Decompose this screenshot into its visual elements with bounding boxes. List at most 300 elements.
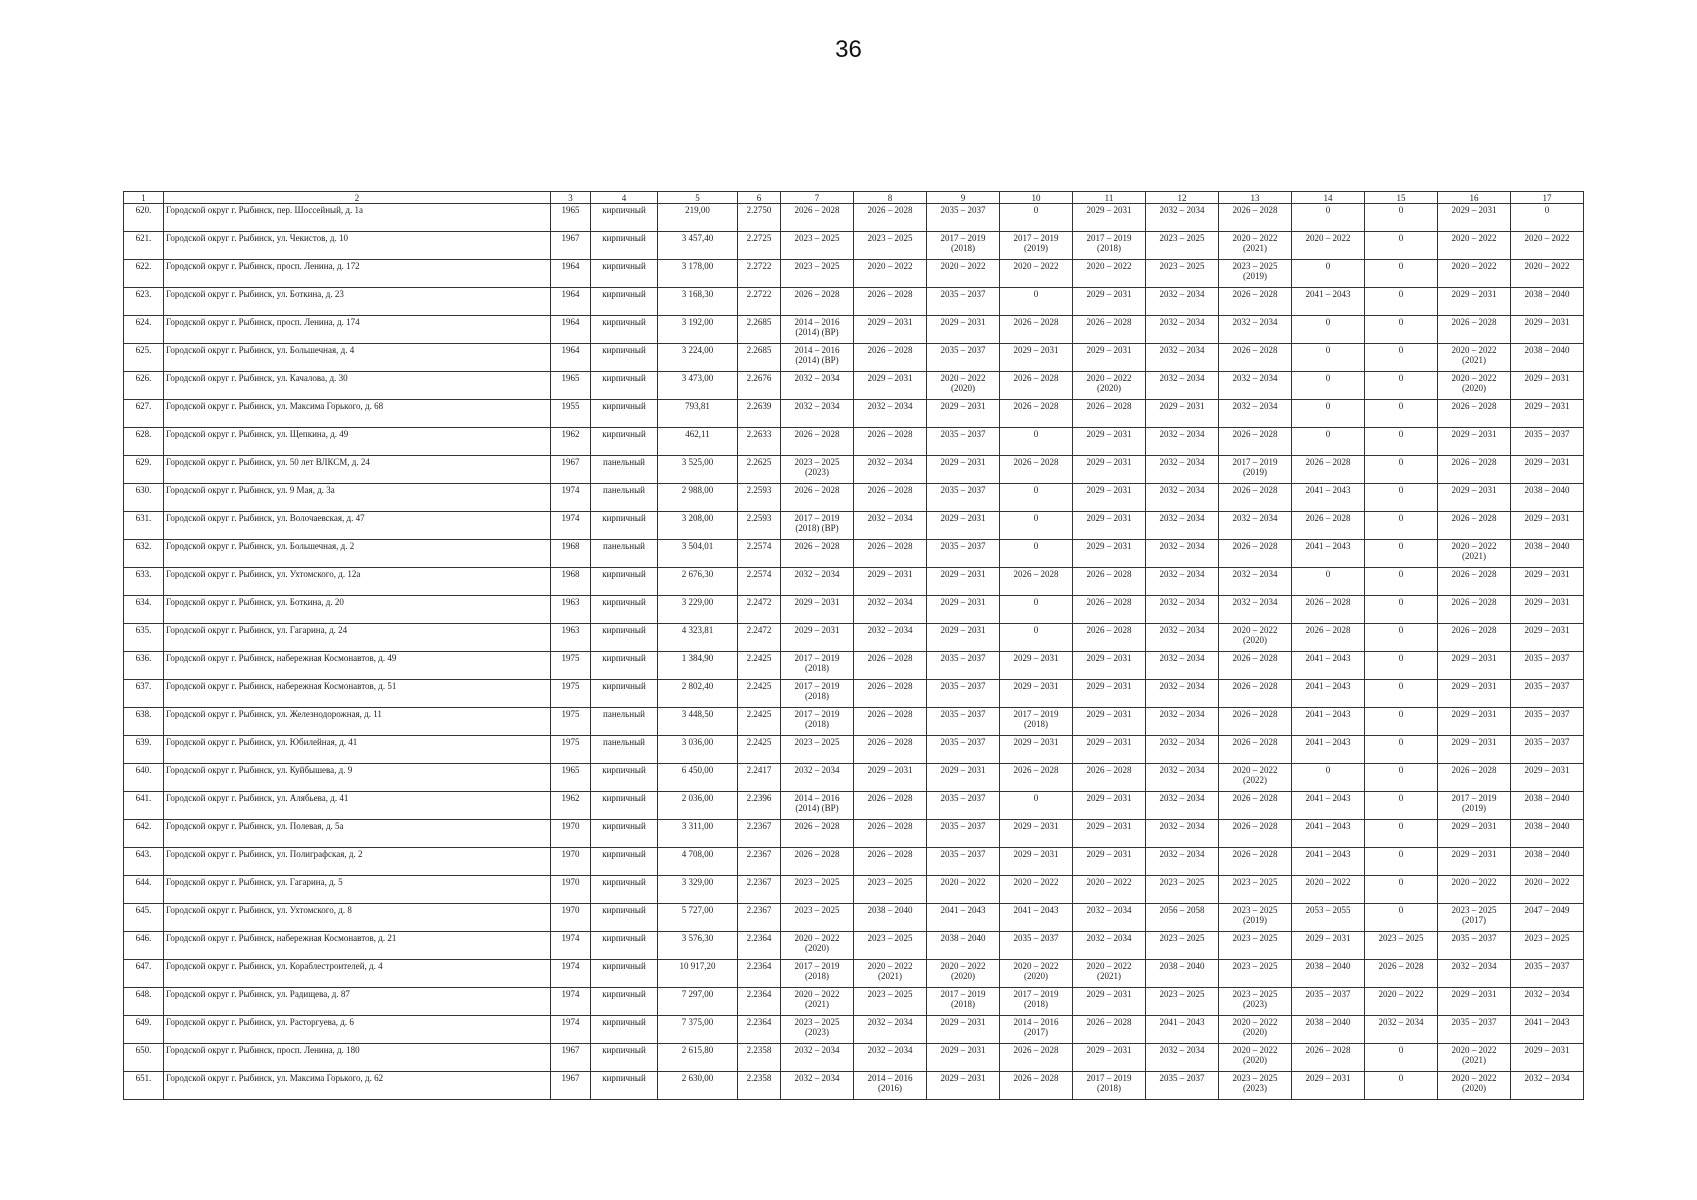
column-number-row [124,192,1584,204]
cell-c12 [1146,428,1219,456]
cell-material [591,680,658,708]
cell-subvalue: (2020) [951,971,975,981]
cell-c10 [1000,820,1073,848]
cell-value: 2041 – 2043 [1159,1017,1205,1027]
cell-value: панельный [603,485,645,495]
cell-value: Городской округ г. Рыбинск, ул. 50 лет ВЛКСМ, д. 24 [166,457,370,467]
cell-no [124,568,164,596]
cell-c13 [1219,372,1292,400]
cell-address [164,736,551,764]
cell-value: 2026 – 2028 [1378,961,1424,971]
cell-c11 [1073,876,1146,904]
cell-c14 [1292,820,1365,848]
cell-c17 [1511,792,1584,820]
cell-area [658,820,738,848]
column-header: 6 [738,192,781,204]
cell-value: 2020 – 2022 [1451,261,1497,271]
cell-c13 [1219,400,1292,428]
cell-value: 3 192,00 [681,317,714,327]
cell-value: кирпичный [602,681,646,691]
cell-no [124,260,164,288]
cell-value: 2.2574 [746,541,772,551]
cell-value: 4 708,00 [681,849,714,859]
cell-c16 [1438,932,1511,960]
cell-value: 2017 – 2019 [1451,793,1497,803]
cell-no [124,764,164,792]
cell-value: 0 [1398,877,1404,887]
cell-c9 [927,1072,1000,1100]
cell-value: 1974 [561,513,580,523]
cell-c12 [1146,512,1219,540]
cell-c15 [1365,260,1438,288]
cell-c7 [781,344,854,372]
cell-c10 [1000,652,1073,680]
cell-c11 [1073,988,1146,1016]
table-row [124,400,1584,428]
cell-subvalue: (2018) [805,971,829,981]
cell-c17 [1511,708,1584,736]
cell-value: 2026 – 2028 [1232,653,1278,663]
cell-c14 [1292,568,1365,596]
table-row [124,568,1584,596]
cell-c15 [1365,344,1438,372]
cell-c17 [1511,1016,1584,1044]
cell-value: Городской округ г. Рыбинск, ул. Куйбышева, д. 9 [166,765,353,775]
cell-value: 2023 – 2025 [1378,933,1424,943]
cell-value: 2.2725 [746,233,772,243]
cell-value: 2032 – 2034 [1159,625,1205,635]
cell-subvalue: (2018) [805,719,829,729]
cell-c10 [1000,400,1073,428]
cell-value: 2029 – 2031 [867,373,913,383]
cell-subvalue: (2020) [1097,383,1121,393]
cell-subvalue: (2017) [1462,915,1486,925]
cell-c16 [1438,680,1511,708]
cell-value: 2 615,80 [681,1045,714,1055]
cell-value: 647. [135,961,152,971]
cell-value: 2032 – 2034 [867,625,913,635]
cell-year [551,932,591,960]
cell-value: 2029 – 2031 [1086,681,1132,691]
cell-area [658,596,738,624]
cell-c13 [1219,344,1292,372]
cell-material [591,344,658,372]
cell-value: 2020 – 2022 [940,373,986,383]
cell-c9 [927,316,1000,344]
cell-c13 [1219,876,1292,904]
cell-area [658,1016,738,1044]
cell-c7 [781,400,854,428]
cell-c16 [1438,904,1511,932]
cell-c17 [1511,456,1584,484]
cell-value: 2032 – 2034 [794,1073,840,1083]
cell-value: 2032 – 2034 [867,513,913,523]
cell-c9 [927,596,1000,624]
cell-value: 2029 – 2031 [1524,625,1570,635]
cell-value: 2.2593 [746,485,772,495]
cell-c8 [854,260,927,288]
cell-c7 [781,316,854,344]
cell-c16 [1438,1044,1511,1072]
cell-material [591,512,658,540]
cell-value: 2020 – 2022 [867,961,913,971]
cell-c13 [1219,512,1292,540]
cell-value: 2026 – 2028 [794,289,840,299]
cell-value: 2.2639 [746,401,772,411]
cell-value: 2026 – 2028 [1086,597,1132,607]
cell-c16 [1438,708,1511,736]
cell-c8 [854,624,927,652]
cell-coef [738,204,781,232]
cell-value: 2020 – 2022 [1451,877,1497,887]
cell-value: 2026 – 2028 [1232,709,1278,719]
cell-c13 [1219,288,1292,316]
cell-address [164,792,551,820]
cell-value: 2023 – 2025 [794,261,840,271]
cell-value: 1968 [561,569,580,579]
cell-subvalue: (2020) [1462,383,1486,393]
cell-c9 [927,540,1000,568]
cell-c15 [1365,848,1438,876]
cell-value: 628. [135,429,152,439]
cell-c16 [1438,372,1511,400]
cell-area [658,792,738,820]
cell-value: 1967 [561,233,580,243]
cell-address [164,540,551,568]
cell-c9 [927,988,1000,1016]
cell-c11 [1073,792,1146,820]
cell-value: кирпичный [602,765,646,775]
cell-value: 3 473,00 [681,373,714,383]
cell-c7 [781,680,854,708]
cell-value: 2032 – 2034 [1378,1017,1424,1027]
cell-c12 [1146,904,1219,932]
cell-value: 2026 – 2028 [1232,737,1278,747]
cell-value: 0 [1398,289,1404,299]
cell-value: 2029 – 2031 [1451,289,1497,299]
cell-c15 [1365,428,1438,456]
cell-value: 2035 – 2037 [940,793,986,803]
cell-c7 [781,596,854,624]
cell-value: 2023 – 2025 [867,877,913,887]
cell-value: 1970 [561,905,580,915]
cell-subvalue: (2021) [1243,243,1267,253]
column-header: 13 [1219,192,1292,204]
cell-value: 2035 – 2037 [940,849,986,859]
cell-c16 [1438,876,1511,904]
cell-no [124,316,164,344]
cell-c11 [1073,316,1146,344]
cell-value: 630. [135,485,152,495]
cell-c8 [854,372,927,400]
cell-value: 2023 – 2025 [1232,261,1278,271]
cell-c12 [1146,204,1219,232]
cell-address [164,428,551,456]
cell-value: 2017 – 2019 [794,961,840,971]
cell-material [591,848,658,876]
cell-material [591,1044,658,1072]
cell-material [591,932,658,960]
cell-value: 2023 – 2025 [794,233,840,243]
cell-area [658,288,738,316]
cell-material [591,484,658,512]
cell-year [551,736,591,764]
cell-value: 2032 – 2034 [867,1045,913,1055]
cell-c11 [1073,456,1146,484]
cell-value: 2035 – 2037 [1159,1073,1205,1083]
cell-value: 2029 – 2031 [1086,345,1132,355]
cell-value: Городской округ г. Рыбинск, ул. Полиграфская, д. 2 [166,849,363,859]
cell-value: 0 [1398,765,1404,775]
cell-no [124,204,164,232]
cell-c17 [1511,540,1584,568]
cell-value: 0 [1398,737,1404,747]
cell-c7 [781,456,854,484]
cell-value: 2029 – 2031 [1013,681,1059,691]
cell-value: 2023 – 2025 [794,1017,840,1027]
cell-c16 [1438,988,1511,1016]
cell-c10 [1000,232,1073,260]
cell-c10 [1000,960,1073,988]
cell-year [551,652,591,680]
cell-coef [738,736,781,764]
cell-value: 1974 [561,485,580,495]
cell-c13 [1219,708,1292,736]
cell-value: 2 988,00 [681,485,714,495]
table-row [124,372,1584,400]
cell-value: 2041 – 2043 [1305,793,1351,803]
cell-value: 2017 – 2019 [1086,233,1132,243]
cell-c15 [1365,932,1438,960]
cell-address [164,260,551,288]
cell-c10 [1000,736,1073,764]
column-header: 11 [1073,192,1146,204]
cell-c10 [1000,904,1073,932]
table-row [124,288,1584,316]
cell-c8 [854,512,927,540]
cell-value: Городской округ г. Рыбинск, ул. Максима Горького, д. 68 [166,401,384,411]
cell-c12 [1146,848,1219,876]
cell-value: 2029 – 2031 [1086,709,1132,719]
cell-c14 [1292,960,1365,988]
cell-value: 2026 – 2028 [1013,401,1059,411]
cell-c8 [854,960,927,988]
cell-no [124,372,164,400]
cell-material [591,736,658,764]
cell-no [124,708,164,736]
cell-value: 2041 – 2043 [1305,289,1351,299]
cell-value: 2.2367 [746,877,772,887]
cell-value: 2014 – 2016 [794,345,840,355]
cell-address [164,820,551,848]
cell-c7 [781,792,854,820]
cell-value: 2017 – 2019 [1232,457,1278,467]
cell-area [658,260,738,288]
cell-c16 [1438,232,1511,260]
cell-subvalue: (2022) [1243,775,1267,785]
cell-value: 0 [1398,905,1404,915]
cell-c14 [1292,932,1365,960]
cell-value: 2.2750 [746,205,772,215]
cell-coef [738,680,781,708]
cell-c13 [1219,792,1292,820]
cell-area [658,764,738,792]
cell-c11 [1073,288,1146,316]
cell-c17 [1511,680,1584,708]
cell-value: 640. [135,765,152,775]
cell-c12 [1146,1016,1219,1044]
cell-year [551,624,591,652]
cell-c16 [1438,344,1511,372]
cell-address [164,344,551,372]
cell-area [658,316,738,344]
cell-year [551,960,591,988]
cell-c15 [1365,904,1438,932]
cell-value: 2017 – 2019 [1086,1073,1132,1083]
cell-c15 [1365,372,1438,400]
cell-subvalue: (2018) [1024,999,1048,1009]
cell-value: 2029 – 2031 [1451,709,1497,719]
cell-c14 [1292,792,1365,820]
cell-value: 2029 – 2031 [940,1073,986,1083]
cell-no [124,1072,164,1100]
cell-year [551,988,591,1016]
table-row [124,232,1584,260]
cell-c17 [1511,512,1584,540]
cell-value: 2020 – 2022 [1451,345,1497,355]
cell-value: кирпичный [602,877,646,887]
cell-value: 1975 [561,681,580,691]
cell-c12 [1146,400,1219,428]
cell-no [124,232,164,260]
cell-value: 2029 – 2031 [940,401,986,411]
cell-value: 1964 [561,317,580,327]
cell-subvalue: (2021) [1097,971,1121,981]
cell-year [551,372,591,400]
cell-value: 2020 – 2022 [1013,961,1059,971]
cell-value: 2017 – 2019 [1013,709,1059,719]
cell-coef [738,372,781,400]
cell-value: 2032 – 2034 [1159,541,1205,551]
cell-c9 [927,512,1000,540]
cell-no [124,652,164,680]
cell-value: 2029 – 2031 [1086,653,1132,663]
cell-subvalue: (2018) [1097,1083,1121,1093]
cell-value: 2032 – 2034 [1159,289,1205,299]
table-row [124,960,1584,988]
cell-value: 0 [1033,485,1039,495]
cell-c14 [1292,904,1365,932]
cell-material [591,456,658,484]
cell-c14 [1292,624,1365,652]
cell-value: 0 [1398,569,1404,579]
cell-c13 [1219,680,1292,708]
cell-c16 [1438,204,1511,232]
cell-value: 1963 [561,625,580,635]
cell-value: 2026 – 2028 [1013,569,1059,579]
cell-value: 2020 – 2022 [1305,877,1351,887]
table-row [124,988,1584,1016]
cell-value: 2 036,00 [681,793,714,803]
cell-value: 2038 – 2040 [1524,345,1570,355]
cell-c7 [781,932,854,960]
cell-value: Городской округ г. Рыбинск, набережная Космонавтов, д. 51 [166,681,397,691]
cell-value: 2038 – 2040 [940,933,986,943]
cell-value: 2026 – 2028 [1451,513,1497,523]
cell-c11 [1073,344,1146,372]
cell-c14 [1292,232,1365,260]
cell-address [164,904,551,932]
table-row [124,316,1584,344]
cell-value: 2035 – 2037 [940,345,986,355]
table-row [124,260,1584,288]
cell-c13 [1219,652,1292,680]
cell-value: 2020 – 2022 [1086,373,1132,383]
cell-address [164,876,551,904]
cell-c17 [1511,624,1584,652]
cell-c11 [1073,624,1146,652]
cell-value: 2032 – 2034 [1159,597,1205,607]
cell-subvalue: (2020) [1243,1055,1267,1065]
cell-c8 [854,344,927,372]
cell-subvalue: (2018) [951,999,975,1009]
cell-value: 2038 – 2040 [1524,485,1570,495]
cell-value: 2026 – 2028 [1451,457,1497,467]
cell-value: 2026 – 2028 [867,821,913,831]
cell-c8 [854,652,927,680]
cell-value: 6 450,00 [681,765,714,775]
cell-address [164,1016,551,1044]
cell-c7 [781,1016,854,1044]
cell-c8 [854,540,927,568]
cell-value: 0 [1398,513,1404,523]
cell-value: 2014 – 2016 [867,1073,913,1083]
cell-value: 2032 – 2034 [1524,1073,1570,1083]
cell-value: 2020 – 2022 [1451,233,1497,243]
cell-value: 2029 – 2031 [1086,457,1132,467]
cell-c13 [1219,568,1292,596]
cell-value: 2029 – 2031 [1451,681,1497,691]
cell-value: 2026 – 2028 [1013,765,1059,775]
cell-value: 2026 – 2028 [1451,569,1497,579]
cell-value: 0 [1398,345,1404,355]
cell-year [551,484,591,512]
cell-value: 2026 – 2028 [1013,1045,1059,1055]
cell-value: 2023 – 2025 [1159,877,1205,887]
cell-value: 2.2364 [746,933,772,943]
cell-year [551,316,591,344]
cell-c13 [1219,764,1292,792]
cell-value: 2.2358 [746,1073,772,1083]
cell-value: 2032 – 2034 [1159,569,1205,579]
table-row [124,876,1584,904]
cell-year [551,400,591,428]
cell-address [164,960,551,988]
cell-c7 [781,1072,854,1100]
cell-value: 2029 – 2031 [1086,1045,1132,1055]
cell-value: 3 457,40 [681,233,714,243]
cell-value: 2041 – 2043 [940,905,986,915]
cell-value: 2038 – 2040 [1524,541,1570,551]
cell-value: 1975 [561,653,580,663]
cell-value: Городской округ г. Рыбинск, ул. Боткина, д. 20 [166,597,344,607]
cell-value: 2014 – 2016 [794,317,840,327]
cell-value: 0 [1398,849,1404,859]
cell-c12 [1146,680,1219,708]
cell-value: 0 [1325,261,1331,271]
cell-value: 2029 – 2031 [1086,989,1132,999]
cell-c16 [1438,1072,1511,1100]
